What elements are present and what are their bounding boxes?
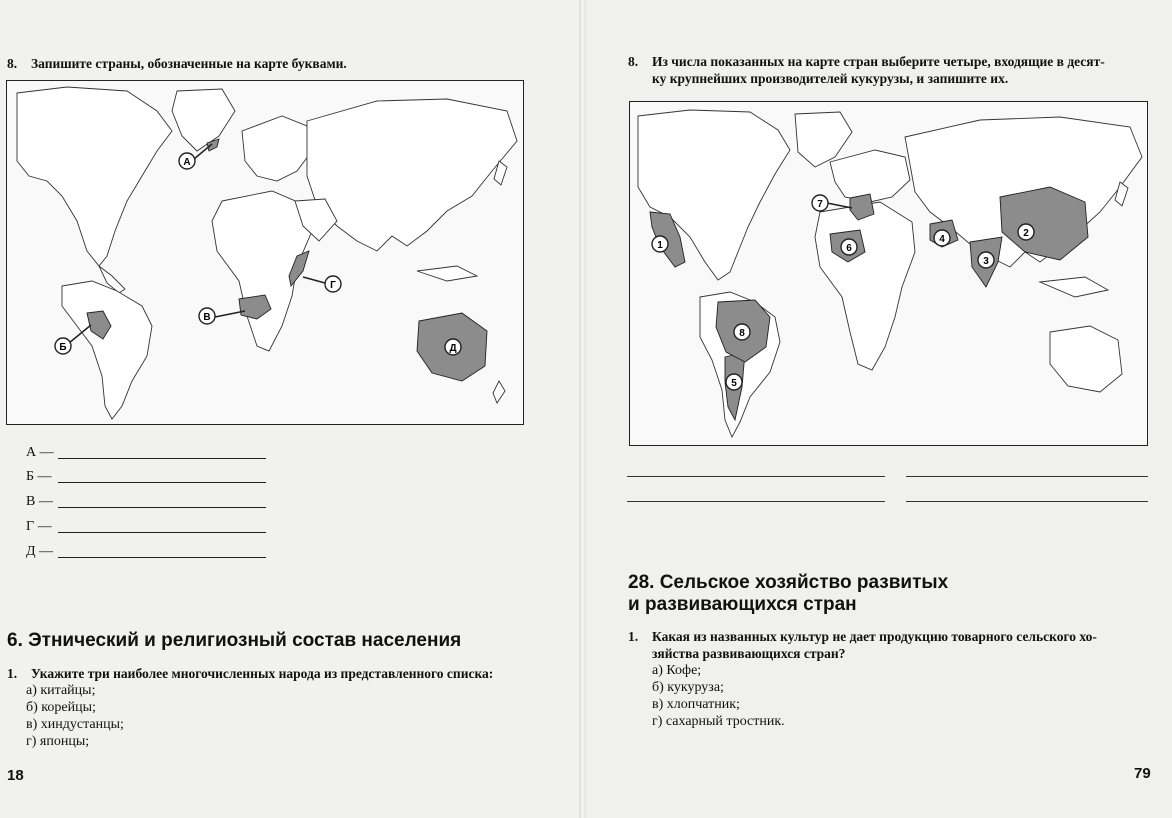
north-america-shape <box>638 110 790 280</box>
greenland-shape <box>172 89 235 151</box>
nz-shape <box>493 381 505 403</box>
task-number: 8. <box>628 54 639 69</box>
question-text-line1: Какая из названных культур не дает продукцию товарного сельского хо- <box>652 629 1097 644</box>
option-item[interactable]: а) Кофе; <box>652 663 702 678</box>
world-map-right-svg <box>630 102 1147 445</box>
option-item[interactable]: б) кукуруза; <box>652 680 724 695</box>
options-list-right <box>652 662 785 730</box>
answer-line[interactable] <box>906 476 1148 477</box>
question-number: 1. <box>7 666 18 681</box>
africa-shape <box>815 202 915 370</box>
answer-line[interactable] <box>58 482 266 483</box>
option-item[interactable]: г) японцы; <box>26 734 90 749</box>
answer-label: Б — <box>26 469 52 484</box>
answer-label: А — <box>26 445 54 460</box>
section-title-6: 6. Этнический и религиозный состав населения <box>7 630 462 651</box>
page-number-left: 18 <box>7 767 24 784</box>
answer-label: В — <box>26 494 53 509</box>
task-number: 8. <box>7 56 18 71</box>
answer-label: Г — <box>26 519 52 534</box>
right-page <box>586 0 1172 818</box>
section-title-28 <box>628 572 948 616</box>
north-america-shape <box>17 87 172 266</box>
marker-6-label: 6 <box>846 243 852 254</box>
task-text: Запишите страны, обозначенные на карте буквами. <box>31 56 347 71</box>
answer-line[interactable] <box>627 476 885 477</box>
option-item[interactable]: г) сахарный тростник. <box>652 714 785 729</box>
option-item[interactable]: в) хиндустанцы; <box>26 717 124 732</box>
task-text-line2: ку крупнейших производителей кукурузы, и запишите их. <box>652 71 1009 86</box>
page-number-right: 79 <box>1134 765 1151 782</box>
answer-line[interactable] <box>58 532 266 533</box>
world-map-left-svg <box>7 81 523 424</box>
marker-1-label: 1 <box>657 240 663 251</box>
marker-8-label: 8 <box>739 328 745 339</box>
answer-line[interactable] <box>58 507 266 508</box>
answer-line[interactable] <box>627 501 885 502</box>
task-text-line1: Из числа показанных на карте стран выберите четыре, входящие в десят- <box>652 54 1105 69</box>
islands-shape <box>417 266 477 281</box>
world-map-left <box>6 80 524 425</box>
answer-line[interactable] <box>58 458 266 459</box>
marker-4-label: 4 <box>939 234 945 245</box>
europe-shape <box>242 116 312 181</box>
question-text: Укажите три наиболее многочисленных народа из представленного списка: <box>31 666 494 681</box>
answer-line[interactable] <box>58 557 266 558</box>
asia-shape <box>307 99 517 251</box>
answer-line[interactable] <box>906 501 1148 502</box>
marker-3-label: 3 <box>983 256 989 267</box>
marker-2-label: 2 <box>1023 228 1029 239</box>
answer-label: Д — <box>26 544 54 559</box>
islands-shape <box>1040 277 1108 297</box>
marker-7-label: 7 <box>817 199 823 210</box>
marker-b-label: Б <box>59 342 67 353</box>
marker-d-label: Д <box>449 343 457 354</box>
option-item[interactable]: а) китайцы; <box>26 683 96 698</box>
section-title-line2: и развивающихся стран <box>628 594 857 615</box>
option-item[interactable]: б) корейцы; <box>26 700 96 715</box>
question-number: 1. <box>628 629 639 644</box>
marker-g-label: Г <box>330 280 336 291</box>
section-title-line1: 28. Сельское хозяйство развитых <box>628 572 949 593</box>
options-list-left <box>26 682 124 750</box>
marker-v-label: В <box>203 312 211 323</box>
australia-shape <box>1050 326 1122 392</box>
option-item[interactable]: в) хлопчатник; <box>652 697 740 712</box>
marker-5-label: 5 <box>731 378 737 389</box>
world-map-right <box>629 101 1148 446</box>
question-text-line2: зяйства развивающихся стран? <box>652 646 846 661</box>
south-america-shape <box>62 281 152 419</box>
left-page <box>0 0 580 818</box>
marker-a-label: А <box>183 157 191 168</box>
